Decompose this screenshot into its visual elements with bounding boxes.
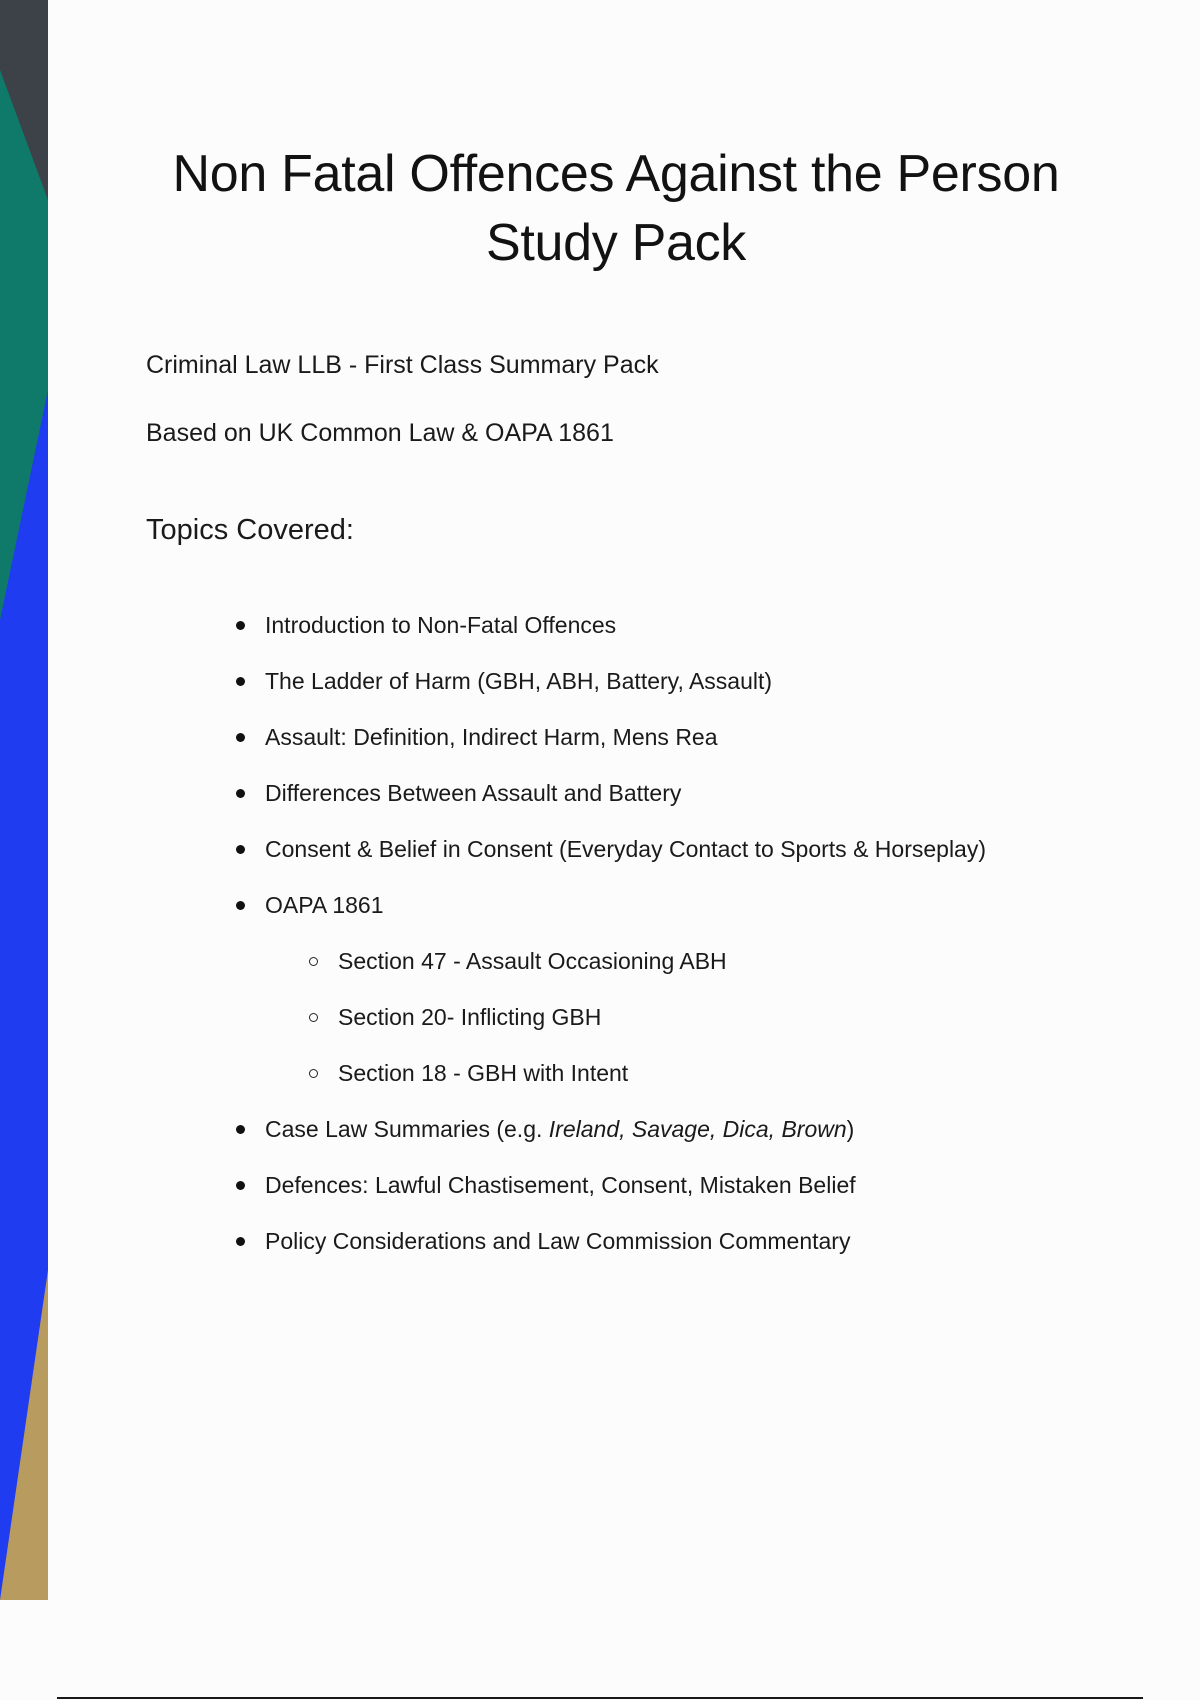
title-line-1: Non Fatal Offences Against the Person — [172, 145, 1060, 203]
title-line-2: Study Pack — [485, 214, 747, 272]
bullet-icon — [236, 789, 245, 798]
topics-heading: Topics Covered: — [146, 514, 354, 546]
bullet-icon — [236, 1181, 245, 1190]
list-item — [146, 610, 1146, 640]
list-item-text: OAPA 1861 — [265, 892, 384, 918]
list-item — [146, 890, 1146, 920]
bullet-icon — [236, 845, 245, 854]
case-names: Ireland, Savage, Dica, Brown — [548, 1116, 847, 1142]
bullet-icon — [236, 621, 245, 630]
bullet-icon — [236, 1237, 245, 1246]
decorative-side-band — [0, 0, 48, 1600]
sub-list-item — [146, 1058, 1146, 1088]
list-item-text: The Ladder of Harm (GBH, ABH, Battery, Assault) — [265, 668, 773, 694]
list-item — [146, 1170, 1146, 1200]
list-item-text-prefix: Case Law Summaries (e.g. — [265, 1116, 549, 1142]
list-item-text: Consent & Belief in Consent (Everyday Contact to Sports & Horseplay) — [265, 836, 987, 862]
bullet-icon — [236, 901, 245, 910]
document-title — [48, 140, 1184, 278]
list-item — [146, 1114, 1146, 1144]
list-item-text: Section 20- Inflicting GBH — [338, 1004, 602, 1030]
subtitle-basis: Based on UK Common Law & OAPA 1861 — [146, 419, 614, 447]
list-item-text: Introduction to Non-Fatal Offences — [265, 612, 617, 638]
bullet-icon — [236, 733, 245, 742]
sub-list-item — [146, 1002, 1146, 1032]
list-item — [146, 834, 1146, 864]
subtitle-course: Criminal Law LLB - First Class Summary Pack — [146, 351, 659, 379]
topics-list — [146, 610, 1146, 1282]
document-page — [48, 0, 1200, 1700]
list-item-text: Defences: Lawful Chastisement, Consent, Mistaken Belief — [265, 1172, 856, 1198]
list-item — [146, 778, 1146, 808]
list-item-text: Policy Considerations and Law Commission Commentary — [265, 1228, 851, 1254]
footer-divider — [57, 1697, 1143, 1699]
list-item-text: Section 47 - Assault Occasioning ABH — [338, 948, 727, 974]
hollow-bullet-icon — [309, 957, 318, 966]
list-item-text-suffix: ) — [846, 1116, 855, 1142]
bullet-icon — [236, 677, 245, 686]
list-item-text: Section 18 - GBH with Intent — [338, 1060, 629, 1086]
bullet-icon — [236, 1125, 245, 1134]
list-item-text: Differences Between Assault and Battery — [265, 780, 682, 806]
sub-list-item — [146, 946, 1146, 976]
list-item — [146, 1226, 1146, 1256]
list-item-text: Assault: Definition, Indirect Harm, Mens Rea — [265, 724, 718, 750]
hollow-bullet-icon — [309, 1069, 318, 1078]
list-item — [146, 722, 1146, 752]
hollow-bullet-icon — [309, 1013, 318, 1022]
list-item — [146, 666, 1146, 696]
